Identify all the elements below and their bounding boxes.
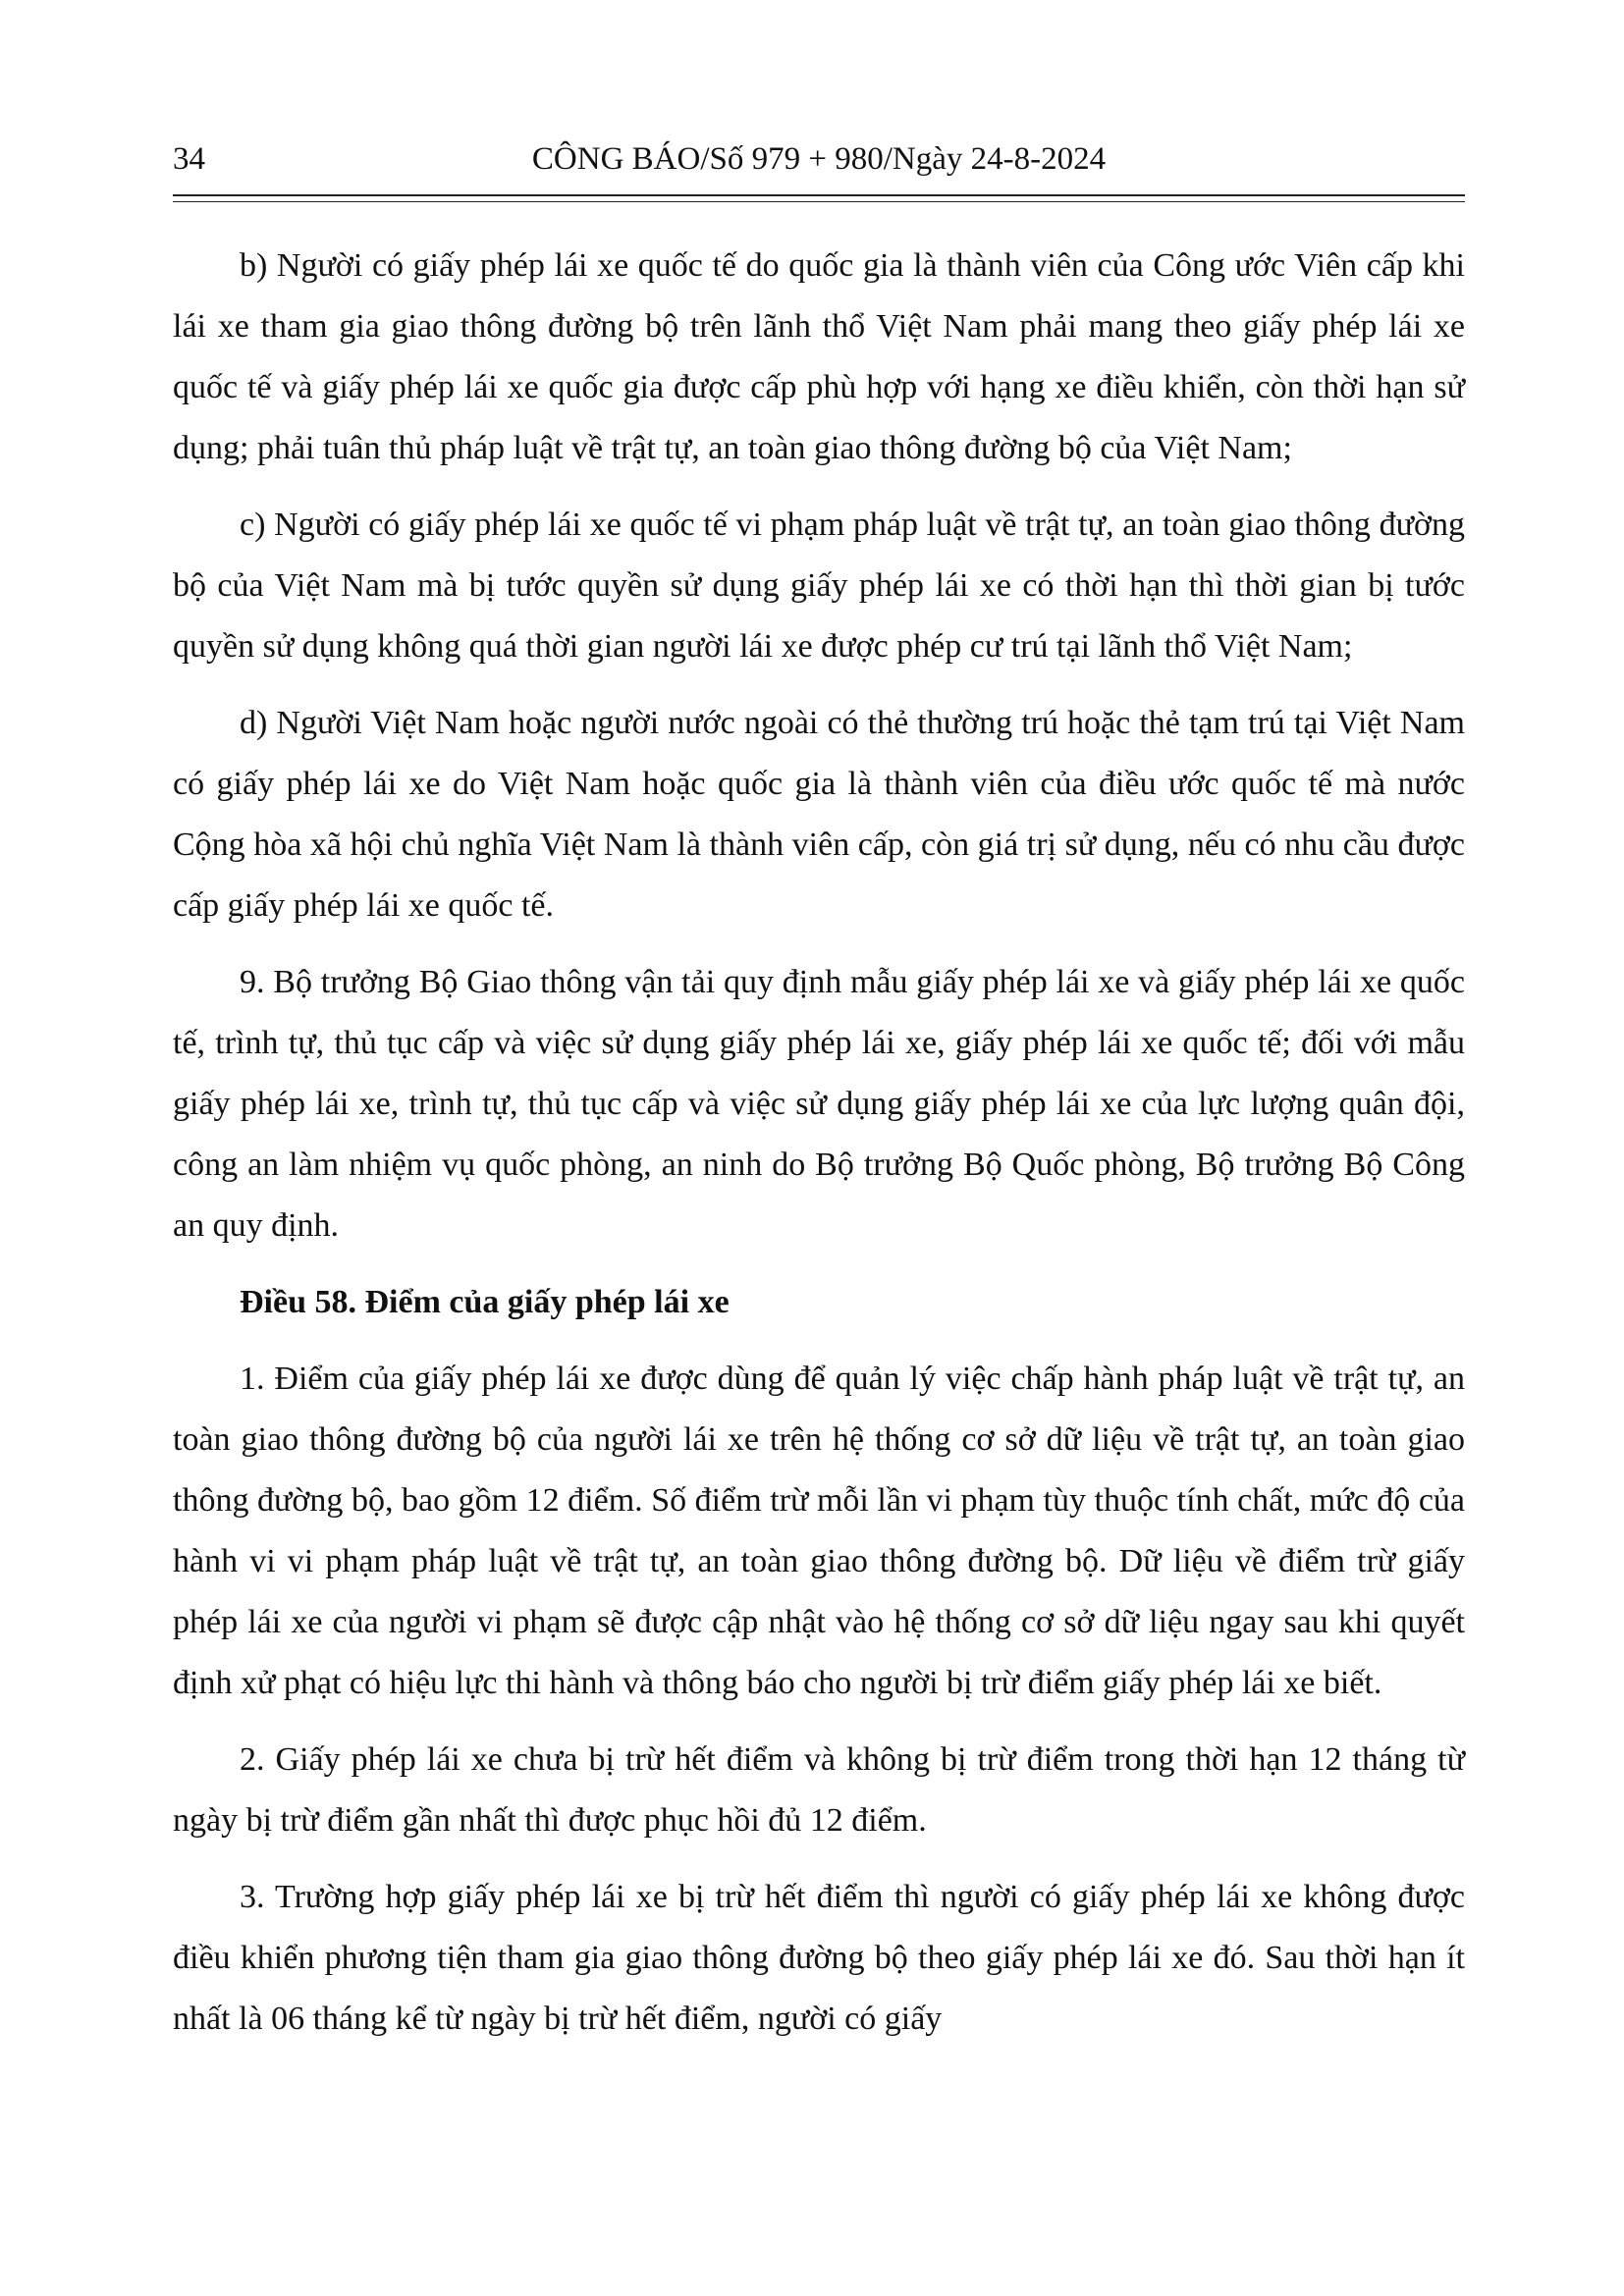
document-body (173, 236, 1465, 2065)
header-rule-thin (173, 201, 1465, 202)
paragraph-58-2: 2. Giấy phép lái xe chưa bị trừ hết điểm và không bị trừ điểm trong thời hạn 12 tháng từ ngày bị trừ điểm gần nhất thì được phục hồi đủ 12 điểm. (173, 1741, 1465, 1839)
paragraph-9: 9. Bộ trưởng Bộ Giao thông vận tải quy định mẫu giấy phép lái xe và giấy phép lái xe quốc tế, trình tự, thủ tục cấp và việc sử dụng giấy phép lái xe, giấy phép lái xe quốc tế; đối với mẫu giấy phép lái xe, trình tự, thủ tục cấp và việc sử dụng giấy phép lái xe của lực lượng quân đội, công an làm nhiệm vụ quốc phòng, an ninh do Bộ trưởng Bộ Quốc phòng, Bộ trưởng Bộ Công an quy định. (173, 964, 1465, 1244)
header-rule-thick (173, 194, 1465, 196)
article-58-heading: Điều 58. Điểm của giấy phép lái xe (240, 1284, 730, 1320)
paragraph-8b: b) Người có giấy phép lái xe quốc tế do quốc gia là thành viên của Công ước Viên cấp khi lái xe tham gia giao thông đường bộ trên lãnh thổ Việt Nam phải mang theo giấy phép lái xe quốc tế và giấy phép lái xe quốc gia được cấp phù hợp với hạng xe điều khiển, còn thời hạn sử dụng; phải tuân thủ pháp luật về trật tự, an toàn giao thông đường bộ của Việt Nam; (173, 247, 1465, 466)
page-number: 34 (173, 141, 205, 177)
running-title: CÔNG BÁO/Số 979 + 980/Ngày 24-8-2024 (531, 141, 1107, 177)
paragraph-8c: c) Người có giấy phép lái xe quốc tế vi phạm pháp luật về trật tự, an toàn giao thông đường bộ của Việt Nam mà bị tước quyền sử dụng giấy phép lái xe có thời hạn thì thời gian bị tước quyền sử dụng không quá thời gian người lái xe được phép cư trú tại lãnh thổ Việt Nam; (173, 507, 1465, 665)
paragraph-8d: d) Người Việt Nam hoặc người nước ngoài có thẻ thường trú hoặc thẻ tạm trú tại Việt Nam có giấy phép lái xe do Việt Nam hoặc quốc gia là thành viên của điều ước quốc tế mà nước Cộng hòa xã hội chủ nghĩa Việt Nam là thành viên cấp, còn giá trị sử dụng, nếu có nhu cầu được cấp giấy phép lái xe quốc tế. (173, 705, 1465, 924)
paragraph-58-1: 1. Điểm của giấy phép lái xe được dùng để quản lý việc chấp hành pháp luật về trật tự, an toàn giao thông đường bộ của người lái xe trên hệ thống cơ sở dữ liệu về trật tự, an toàn giao thông đường bộ, bao gồm 12 điểm. Số điểm trừ mỗi lần vi phạm tùy thuộc tính chất, mức độ của hành vi vi phạm pháp luật về trật tự, an toàn giao thông đường bộ. Dữ liệu về điểm trừ giấy phép lái xe của người vi phạm sẽ được cập nhật vào hệ thống cơ sở dữ liệu ngay sau khi quyết định xử phạt có hiệu lực thi hành và thông báo cho người bị trừ điểm giấy phép lái xe biết. (173, 1361, 1465, 1701)
paragraph-58-3: 3. Trường hợp giấy phép lái xe bị trừ hết điểm thì người có giấy phép lái xe không được điều khiển phương tiện tham gia giao thông đường bộ theo giấy phép lái xe đó. Sau thời hạn ít nhất là 06 tháng kể từ ngày bị trừ hết điểm, người có giấy (173, 1879, 1465, 2037)
